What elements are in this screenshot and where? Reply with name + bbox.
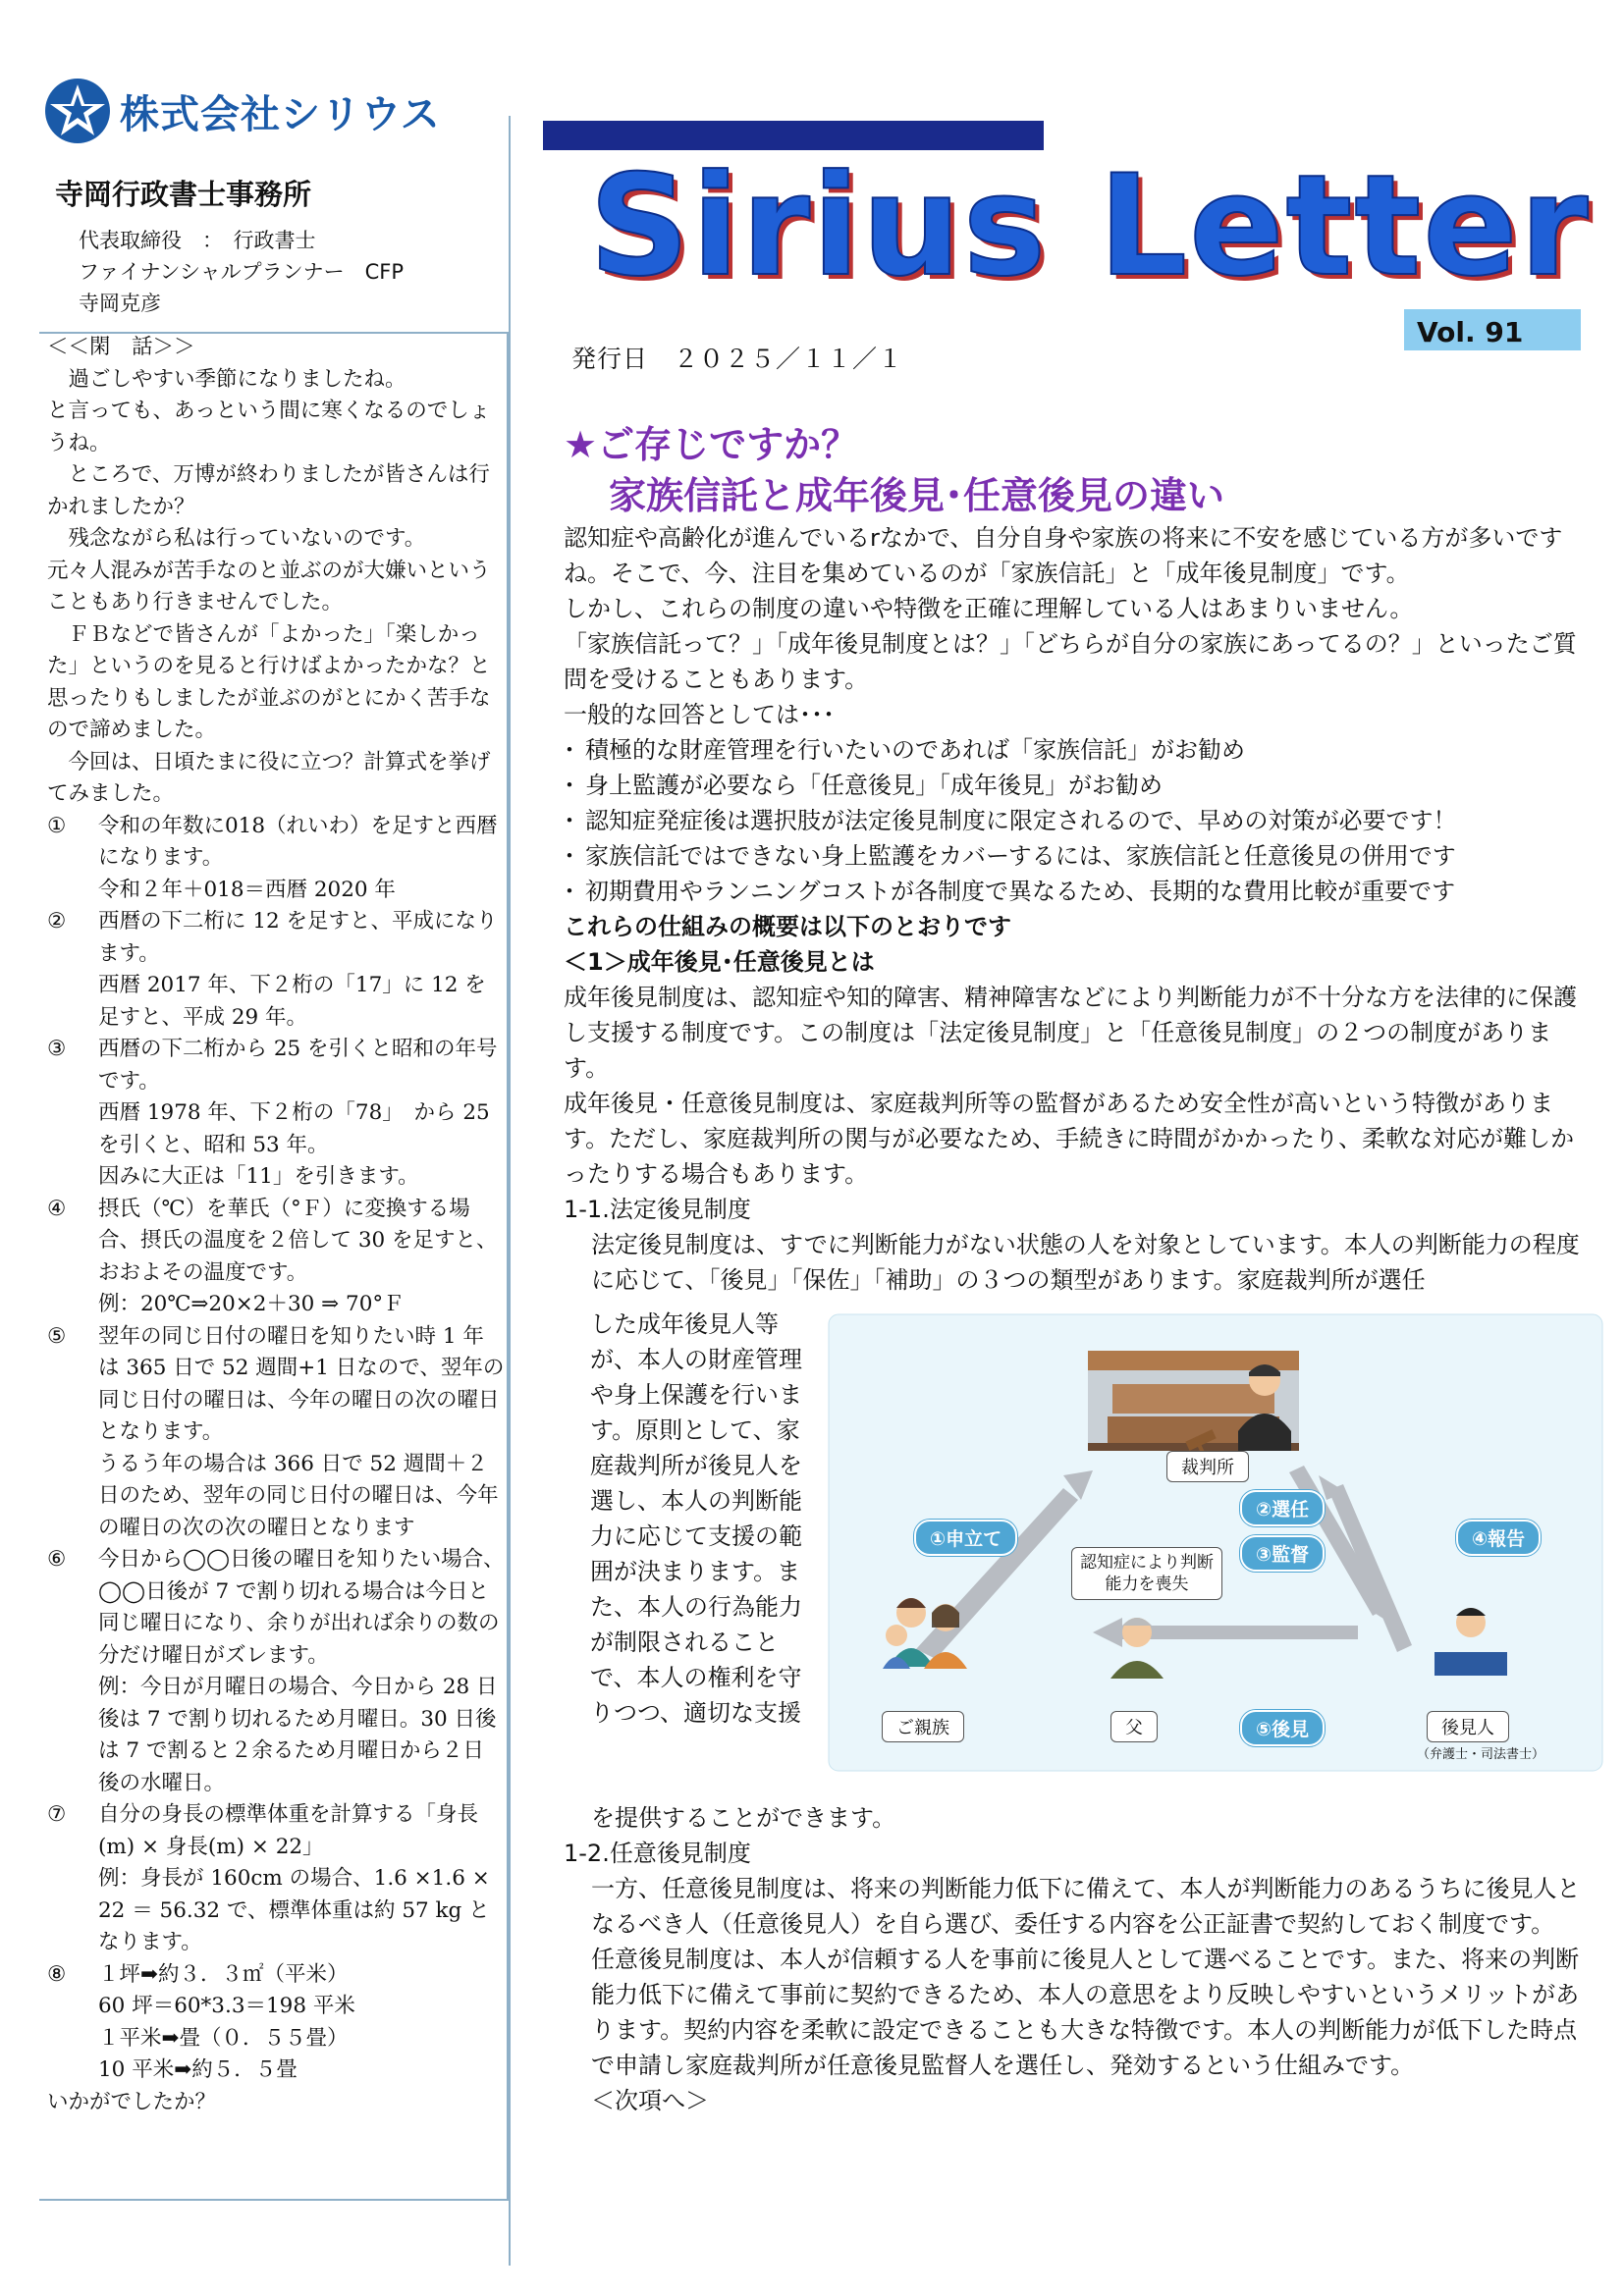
article-continued bbox=[564, 1800, 1595, 2118]
article-paragraph: 一方、任意後見制度は、将来の判断能力低下に備えて、本人が判断能力のあるうちに後見人となるべき人（任意後見人）を自ら選び、委任する内容を公正証書で契約しておく制度です。 bbox=[591, 1875, 1581, 1938]
item-sub: うるう年の場合は 366 日で 52 週間＋２日のため、翌年の同じ日付の曜日は、今年の曜日の次の次の曜日となります bbox=[98, 1451, 499, 1540]
kanwa-paragraph: と言っても、あっという間に寒くなるのでしょうね。 bbox=[47, 399, 491, 455]
kanwa-paragraph: ＦＢなどで皆さんが「よかった」「楽しかった」というのを見ると行けばよかったかな？と思ったりもしましたが並ぶのがとにかく苦手なので諦めました。 bbox=[47, 621, 491, 742]
item-text: １坪➡約３．３㎡（平米） bbox=[98, 1961, 349, 1987]
article-paragraph: 法定後見制度は、すでに判断能力がない状態の人を対象としています。本人の判断能力の程度に応じて、「後見」「保佐」「補助」の３つの類型があります。家庭裁判所が選任 bbox=[591, 1231, 1580, 1294]
formula-item bbox=[47, 1321, 505, 1449]
item-sub: 因みに大正は「11」を引きます。 bbox=[98, 1164, 419, 1189]
kanwa-paragraph: ところで、万博が終わりましたが皆さんは行かれましたか？ bbox=[47, 462, 490, 519]
subsection-heading: 1-1.法定後見制度 bbox=[564, 1196, 751, 1223]
step-appoint: ②選任 bbox=[1240, 1490, 1325, 1526]
item-sub: 西暦 1978 年、下２桁の「78」 から 25 を引くと、昭和 53 年。 bbox=[98, 1100, 490, 1157]
article-paragraph: 一般的な回答としては･･･ bbox=[564, 701, 835, 728]
item-sub: 例：20℃⇒20×2＋30 ⇒ 70°Ｆ bbox=[98, 1292, 405, 1316]
office-line: 代表取締役 ： 行政書士 bbox=[79, 229, 316, 252]
article-paragraph: 成年後見制度は、認知症や知的障害、精神障害などにより判断能力が不十分な方を法律的に保護し支援する制度です。この制度は「法定後見制度」と「任意後見制度」の２つの制度があります。 bbox=[564, 984, 1577, 1082]
formula-item bbox=[47, 906, 505, 970]
item-text: 令和の年数に018（れいわ）を足すと西暦になります。 bbox=[98, 813, 498, 870]
item-sub: １平米➡畳（０．５５畳） bbox=[98, 2025, 349, 2051]
item-text: 自分の身長の標準体重を計算する「身長(m) × 身長(m) × 22」 bbox=[98, 1802, 479, 1859]
bullet-item: ･ 家族信託ではできない身上監護をカバーするには、家族信託と任意後見の併用です bbox=[564, 842, 1456, 870]
guardian-note: （弁護士・司法書士） bbox=[1417, 1747, 1545, 1762]
item-sub: 例：身長が 160cm の場合、1.6 ×1.6 × 22 ＝ 56.32 で、標準体重は約 57 kg となります。 bbox=[98, 1866, 490, 1954]
article-title: ★ご存じですか？ bbox=[564, 423, 859, 466]
callout-bubble: 認知症により判断能力を喪失 bbox=[1071, 1547, 1222, 1600]
item-sub: 60 坪＝60*3.3＝198 平米 bbox=[98, 1994, 355, 2018]
item-number: ⑦ bbox=[47, 1802, 67, 1827]
step-guardianship: ⑤後見 bbox=[1240, 1710, 1325, 1746]
office-info bbox=[55, 173, 487, 319]
item-number: ⑧ bbox=[47, 1961, 67, 1987]
item-text: 翌年の同じ日付の曜日を知りたい時 1 年は 365 日で 52 週間+1 日なので、翌年の同じ日付の曜日は、今年の曜日の次の曜日となります。 bbox=[98, 1323, 505, 1444]
item-number: ③ bbox=[47, 1037, 67, 1061]
section-heading: ＜1＞成年後見･任意後見とは bbox=[564, 948, 875, 976]
item-number: ⑤ bbox=[47, 1323, 67, 1349]
subsection-heading: 1-2.任意後見制度 bbox=[564, 1840, 751, 1867]
office-line: 寺岡克彦 bbox=[79, 292, 161, 315]
step-petition: ①申立て bbox=[914, 1520, 1017, 1556]
issue-date: 発行日 ２０２５／１１／１ bbox=[571, 345, 904, 373]
bullet-item: ･ 認知症発症後は選択肢が法定後見制度に限定されるので、早めの対策が必要です！ bbox=[564, 807, 1457, 834]
column-divider bbox=[509, 116, 511, 2266]
article-paragraph: 認知症や高齢化が進んでいるrなかで、自分自身や家族の将来に不安を感じている方が多いですね。そこで、今、注目を集めているのが「家族信託」と「成年後見制度」です。 bbox=[564, 524, 1563, 587]
court-label: 裁判所 bbox=[1166, 1451, 1249, 1482]
newsletter-title: Sirius Letter bbox=[589, 145, 1591, 307]
office-line: ファイナンシャルプランナー CFP bbox=[79, 260, 404, 284]
item-sub: 令和２年＋018＝西暦 2020 年 bbox=[98, 877, 396, 902]
item-sub: 西暦 2017 年、下２桁の「17」に 12 を足すと、平成 29 年。 bbox=[98, 973, 486, 1030]
next-page-note: ＜次項へ＞ bbox=[591, 2087, 709, 2114]
volume-number: Vol. 91 bbox=[1417, 316, 1524, 348]
bullet-item: ･ 初期費用やランニングコストが各制度で異なるため、長期的な費用比較が重要です bbox=[564, 878, 1456, 905]
star-logo-icon bbox=[43, 77, 112, 145]
formula-item bbox=[47, 1799, 505, 1863]
item-number: ① bbox=[47, 813, 67, 838]
step-report: ④報告 bbox=[1456, 1520, 1541, 1556]
article-wrap-paragraph: した成年後見人等が、本人の財産管理や身上保護を行います。原則として、家庭裁判所が後見人を選し、本人の判断能力に応じて支援の範囲が決まります。また、本人の行為能力が制限されることで、本人の権利を守りつつ、適切な支援 bbox=[590, 1310, 802, 1727]
company-logo bbox=[43, 77, 441, 145]
article-body bbox=[564, 520, 1595, 1298]
item-text: 西暦の下二桁に 12 を足すと、平成になります。 bbox=[98, 909, 498, 966]
kanwa-closing: いかがでしたか？ bbox=[47, 2089, 217, 2114]
company-name: 株式会社シリウス bbox=[120, 91, 441, 137]
item-sub: 10 平米➡約５．５畳 bbox=[98, 2057, 298, 2082]
guardianship-diagram bbox=[828, 1313, 1603, 1772]
article-paragraph: を提供することができます。 bbox=[591, 1804, 896, 1832]
formula-item bbox=[47, 1194, 505, 1290]
article-bold-line: これらの仕組みの概要は以下のとおりです bbox=[564, 913, 1011, 940]
kanwa-column bbox=[47, 332, 505, 2118]
item-text: 今日から◯◯日後の曜日を知りたい場合、◯◯日後が 7 で割り切れる場合は今日と同じ曜日になり、余りが出れば余りの数の分だけ曜日がズレます。 bbox=[98, 1547, 505, 1668]
bullet-item: ･ 積極的な財産管理を行いたいのであれば「家族信託」がお勧め bbox=[564, 736, 1245, 764]
step-supervise: ③監督 bbox=[1240, 1535, 1325, 1572]
kanwa-paragraph: 元々人混みが苦手なのと並ぶのが大嫌いということもあり行きませんでした。 bbox=[47, 558, 491, 614]
item-number: ② bbox=[47, 909, 67, 934]
kanwa-heading: ＜＜閑 話＞＞ bbox=[47, 335, 195, 359]
item-text: 西暦の下二桁から 25 を引くと昭和の年号です。 bbox=[98, 1037, 498, 1094]
article-paragraph: 任意後見制度は、本人が信頼する人を事前に後見人として選べることです。また、将来の判断能力低下に備えて事前に契約できるため、本人の意思をより反映しやすいというメリットがあります。契約内容を柔軟に設定できることも大きな特徴です。本人の判断能力が低下した時点で申請し家庭裁判所が任意後見監督人を選任し、発効するという仕組みです。 bbox=[591, 1946, 1580, 2079]
guardian-label: 後見人 bbox=[1427, 1711, 1509, 1742]
father-label: 父 bbox=[1110, 1711, 1158, 1742]
formula-item bbox=[47, 1959, 505, 1992]
bullet-item: ･ 身上監護が必要なら「任意後見」「成年後見」がお勧め bbox=[564, 772, 1163, 799]
formula-item bbox=[47, 1544, 505, 1672]
article-paragraph: しかし、これらの制度の違いや特徴を正確に理解している人はあまりいません。 bbox=[564, 595, 1414, 622]
kanwa-paragraph: 今回は、日頃たまに役に立つ？計算式を挙げてみました。 bbox=[47, 749, 491, 806]
article-paragraph: 成年後見・任意後見制度は、家庭裁判所等の監督があるため安全性が高いという特徴があります。ただし、家庭裁判所の関与が必要なため、手続きに時間がかかったり、柔軟な対応が難しかったりする場合もあります。 bbox=[564, 1090, 1575, 1188]
item-number: ⑥ bbox=[47, 1547, 67, 1572]
item-sub: 例：今日が月曜日の場合、今日から 28 日後は 7 で割り切れるため月曜日。30 日後は 7 で割ると２余るため月曜日から２日後の水曜日。 bbox=[98, 1675, 498, 1795]
formula-item bbox=[47, 1034, 505, 1097]
office-name: 寺岡行政書士事務所 bbox=[55, 178, 312, 211]
kanwa-paragraph: 残念ながら私は行っていないのです。 bbox=[68, 526, 426, 551]
item-number: ④ bbox=[47, 1196, 67, 1221]
formula-item bbox=[47, 811, 505, 875]
kanwa-paragraph: 過ごしやすい季節になりましたね。 bbox=[68, 366, 406, 392]
article-subtitle: 家族信託と成年後見･任意後見の違い bbox=[609, 474, 1225, 517]
article-paragraph: 「家族信託って？」「成年後見制度とは？」「どちらが自分の家族にあってるの？」といったご質問を受けることもあります。 bbox=[564, 630, 1577, 693]
item-text: 摂氏（℃）を華氏（°Ｆ）に変換する場合、摂氏の温度を２倍して 30 を足すと、おおよその温度です。 bbox=[98, 1196, 498, 1285]
family-label: ご親族 bbox=[882, 1711, 964, 1742]
